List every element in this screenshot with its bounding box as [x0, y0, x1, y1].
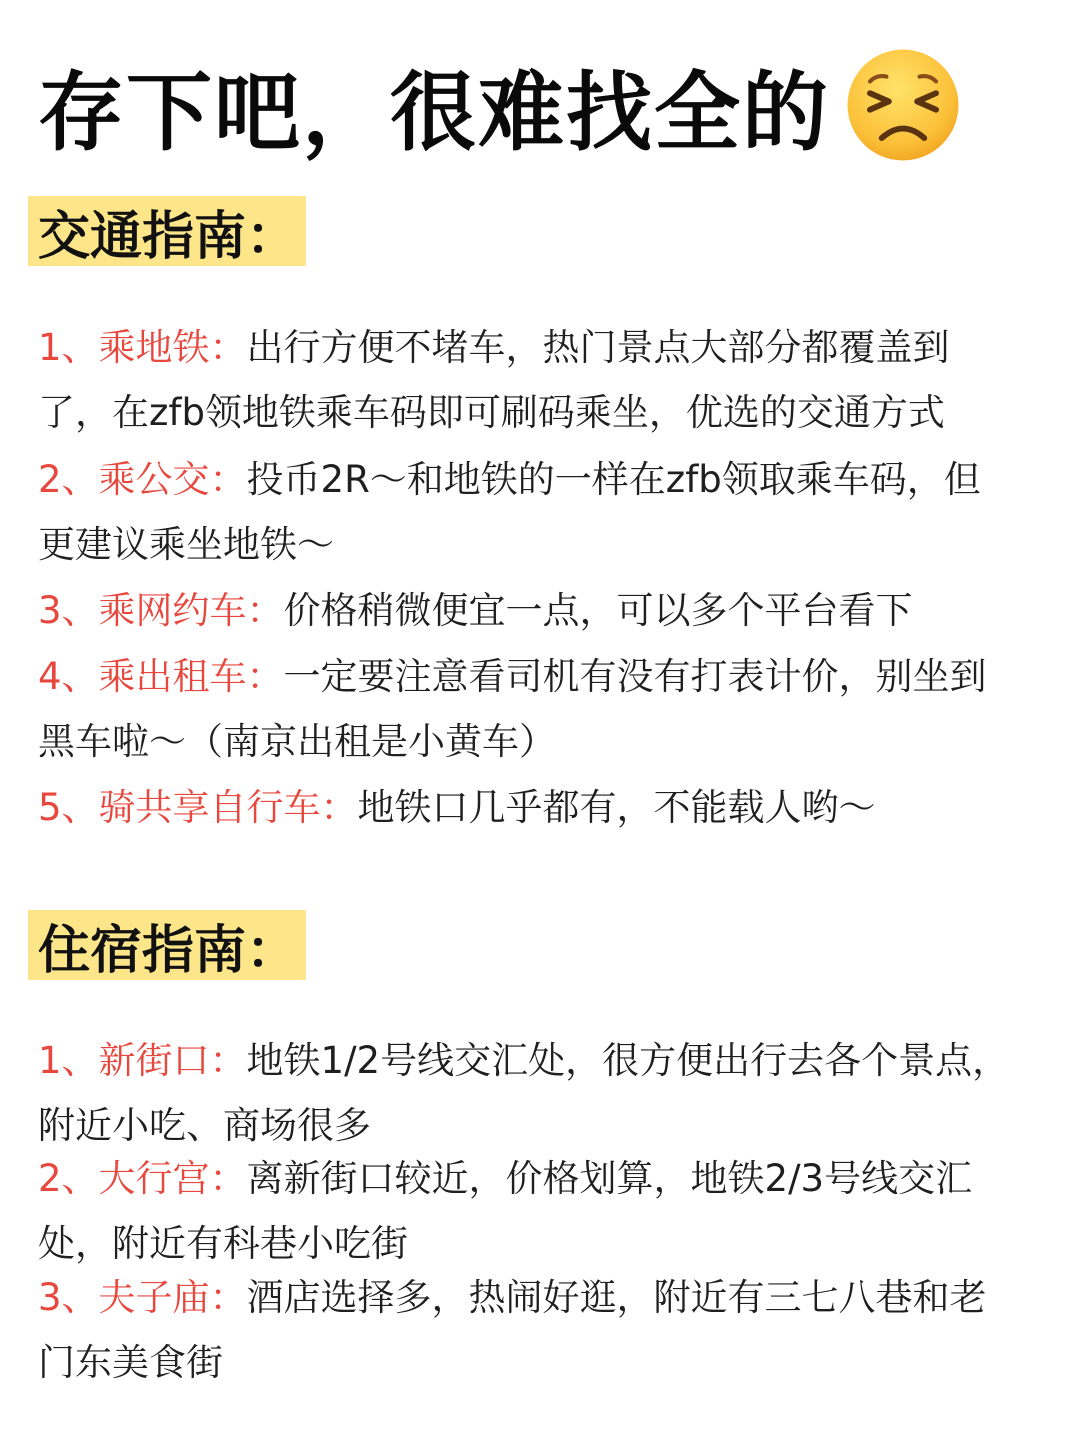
item-text: 一定要注意看司机有没有打表计价，别坐到黑车啦～（南京出租是小黄车） — [38, 655, 987, 763]
list-item — [38, 644, 1013, 774]
item-text: 离新街口较近，价格划算，地铁2/3号线交汇处，附近有科巷小吃街 — [38, 1157, 973, 1265]
item-label: 3、乘网约车： — [38, 589, 284, 632]
list-item — [38, 447, 1013, 577]
list-item — [38, 1028, 1013, 1158]
item-label: 2、大行宫： — [38, 1157, 247, 1200]
list-item — [38, 1146, 1013, 1276]
item-text: 价格稍微便宜一点，可以多个平台看下 — [283, 589, 913, 632]
item-label: 1、新街口： — [38, 1039, 247, 1082]
title-row — [38, 40, 962, 170]
page-title: 存下吧，很难找全的 — [38, 63, 830, 163]
section-heading-accommodation: 住宿指南： — [28, 910, 306, 980]
item-text: 酒店选择多，热闹好逛，附近有三七八巷和老门东美食街 — [38, 1276, 987, 1384]
item-label: 5、骑共享自行车： — [38, 786, 358, 829]
list-item — [38, 315, 1013, 445]
item-label: 2、乘公交： — [38, 458, 247, 501]
item-text: 地铁口几乎都有，不能载人哟～ — [357, 786, 876, 829]
list-item — [38, 1265, 1013, 1395]
list-item — [38, 775, 1013, 840]
item-text: 地铁1/2号线交汇处，很方便出行去各个景点，附近小吃、商场很多 — [38, 1039, 1010, 1147]
persevering-face-icon — [844, 46, 962, 164]
item-label: 1、乘地铁： — [38, 326, 247, 369]
item-label: 3、夫子庙： — [38, 1276, 247, 1319]
item-text: 投币2R～和地铁的一样在zfb领取乘车码，但更建议乘坐地铁～ — [38, 458, 981, 566]
item-label: 4、乘出租车： — [38, 655, 284, 698]
item-text: 出行方便不堵车，热门景点大部分都覆盖到了，在zfb领地铁乘车码即可刷码乘坐，优选的交通方式 — [38, 326, 950, 434]
list-item — [38, 578, 1013, 643]
section-heading-transport: 交通指南： — [28, 196, 306, 266]
